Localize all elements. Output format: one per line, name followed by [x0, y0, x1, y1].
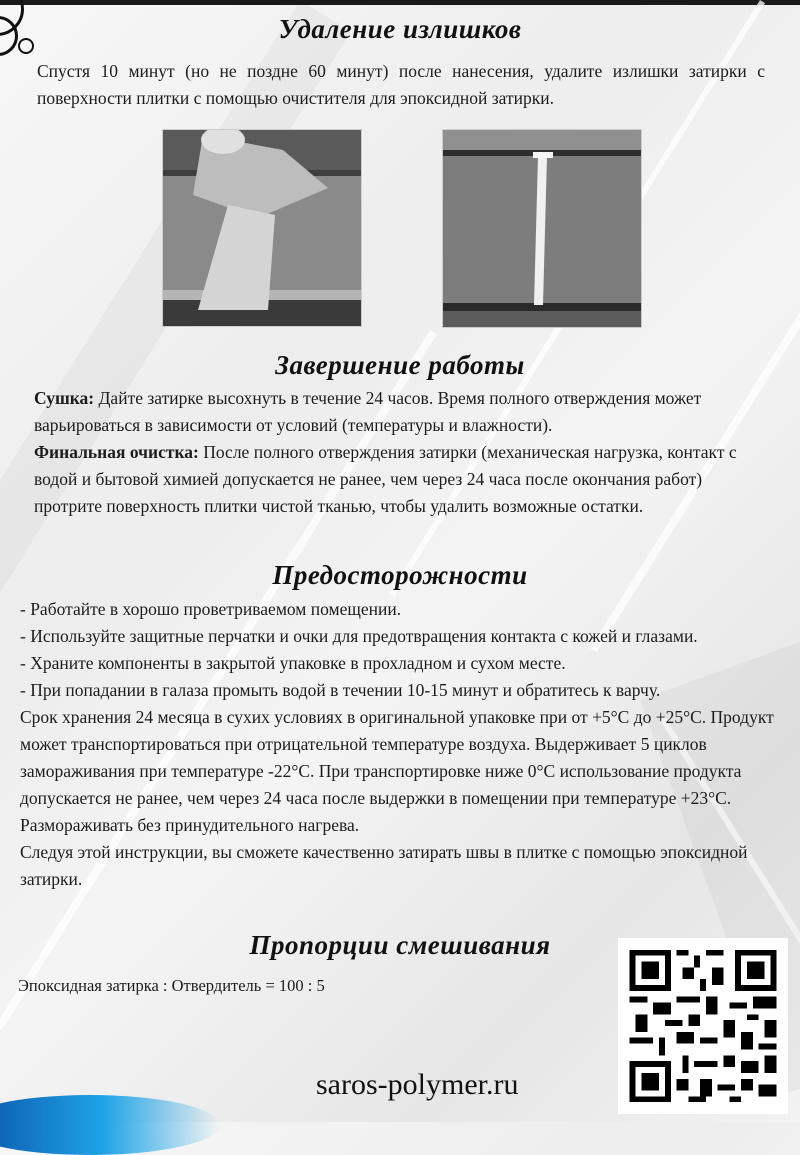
final-cleaning-label: Финальная очистка: — [34, 442, 199, 462]
photo-removing-grout — [162, 129, 362, 327]
final-cleaning-text: После полного отверждения затирки (механическая нагрузка, контакт с водой и бытовой химией допускается не ранее, чем через 24 часа после окончания работ) протрите поверхность плитки чистой тканью, чтобы удалить возможные остатки. — [34, 442, 737, 516]
precaution-item: - Используйте защитные перчатки и очки для предотвращения контакта с кожей и глазами. — [20, 626, 698, 646]
precautions-list — [20, 596, 785, 893]
section-title-removal: Удаление излишков — [278, 14, 522, 44]
removal-text: Спустя 10 минут (но не поздне 60 минут) после нанесения, удалите излишки затирки с поверхности плитки с помощью очистителя для эпоксидной затирки. — [37, 61, 765, 108]
qr-code[interactable] — [618, 938, 788, 1114]
photo-finished-joint — [442, 129, 642, 328]
precaution-item: - При попадании в галаза промыть водой в течении 10-15 минут и обратитесь к варчу. — [20, 680, 661, 700]
completion-text — [34, 385, 769, 520]
drying-text: Дайте затирке высохнуть в течение 24 часов. Время полного отверждения может варьироваться в зависимости от условий (температуры и влажности). — [34, 388, 702, 435]
top-border — [0, 0, 800, 5]
precaution-item: - Храните компоненты в закрытой упаковке в прохладном и сухом месте. — [20, 653, 566, 673]
section-title-mixing: Пропорции смешивания — [249, 930, 551, 960]
section-title-precautions: Предосторожности — [272, 560, 528, 590]
qr-code-icon — [618, 938, 788, 1114]
closing-text: Следуя этой инструкции, вы сможете качественно затирать швы в плитке с помощью эпоксидной затирки. — [20, 842, 748, 889]
drying-label: Сушка: — [34, 388, 95, 408]
precaution-item: - Работайте в хорошо проветриваемом помещении. — [20, 599, 402, 619]
mixing-ratio: Эпоксидная затирка : Отвердитель = 100 : 5 — [18, 976, 325, 995]
section-title-completion: Завершение работы — [275, 350, 525, 380]
decorative-wave — [0, 1095, 220, 1155]
website-link[interactable]: saros-polymer.ru — [316, 1068, 519, 1101]
storage-text: Срок хранения 24 месяца в сухих условиях в оригинальной упаковке при от +5°C до +25°C. Продукт может транспортироваться при отрицательной температуре воздуха. Выдерживает 5 циклов замораживания при температуре -22°C. При транспортировке ниже 0°C использование продукта допускается не ранее, чем через 24 часа после выдержки в помещении при температуре +23°C. Размораживать без принудительного нагрева. — [20, 707, 774, 835]
